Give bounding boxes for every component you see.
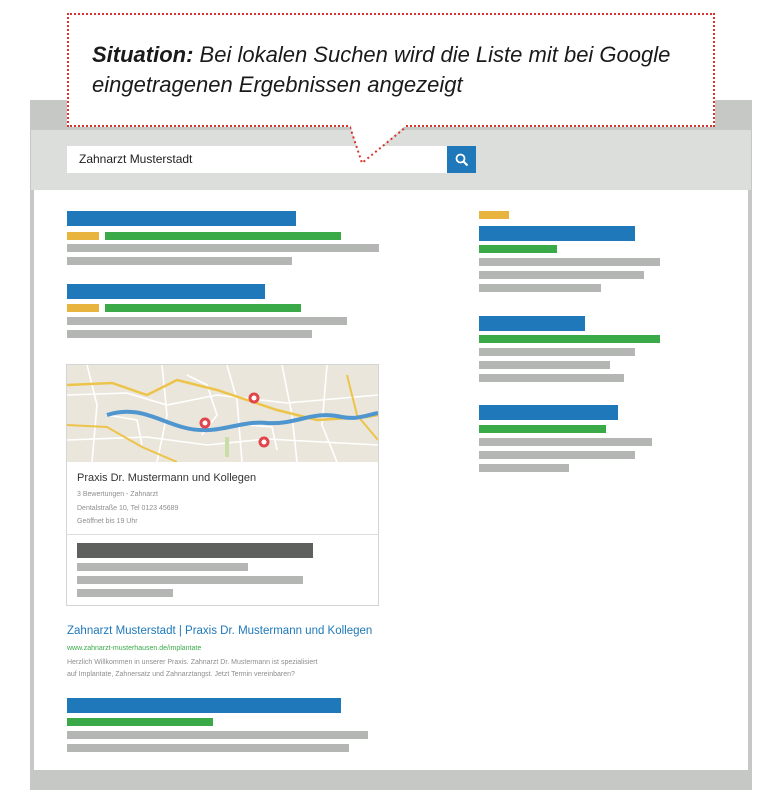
result3-title-bar[interactable] (67, 698, 341, 713)
search-input[interactable]: Zahnarzt Musterstadt (67, 146, 447, 173)
organic-result-url: www.zahnarzt-musterhausen.de/implantate (67, 645, 202, 652)
callout-label: Situation: (92, 42, 194, 67)
callout-tail (350, 125, 430, 165)
side3-text-bar (479, 464, 569, 472)
search-button[interactable] (447, 146, 476, 173)
ad2-badge-bar (67, 304, 99, 312)
local-entry-text-bar (77, 563, 248, 571)
organic-result-description-line: Herzlich Willkommen in unserer Praxis. Zahnarzt Dr. Mustermann ist spezialisiert (67, 659, 318, 666)
side2-text-bar (479, 348, 635, 356)
result3-url-bar (67, 718, 213, 726)
side1-text-bar (479, 284, 601, 292)
side1-url-bar (479, 245, 557, 253)
local-business-name[interactable]: Praxis Dr. Mustermann und Kollegen (77, 472, 257, 484)
side1-badge-bar (479, 211, 509, 219)
local-rating-category: 3 Bewertungen - Zahnarzt (77, 491, 158, 498)
callout-text (92, 40, 702, 100)
organic-result-description-line: auf Implantate, Zahnersatz und Zahnarztangst. Jetzt Termin vereinbaren? (67, 671, 295, 678)
search-icon (455, 153, 469, 167)
organic-result-title[interactable]: Zahnarzt Musterstadt | Praxis Dr. Mustermann und Kollegen (67, 625, 373, 637)
result3-text-bar (67, 744, 349, 752)
local-opening-hours: Geöffnet bis 19 Uhr (77, 518, 138, 525)
ad1-title-bar[interactable] (67, 211, 296, 226)
ad2-text-bar (67, 330, 312, 338)
ad1-url-bar (105, 232, 341, 240)
local-entry-title-bar[interactable] (77, 543, 313, 558)
ad1-badge-bar (67, 232, 99, 240)
side1-text-bar (479, 258, 660, 266)
local-entry-text-bar (77, 576, 303, 584)
side3-url-bar (479, 425, 606, 433)
organic-result-description (67, 657, 387, 681)
callout-message: Bei lokalen Suchen wird die Liste mit bei Google eingetragenen Ergebnissen angezeigt (92, 42, 671, 97)
ad2-url-bar (105, 304, 301, 312)
local-address-phone: Dentalstraße 10, Tel 0123 45689 (77, 505, 179, 512)
side2-text-bar (479, 361, 610, 369)
ad1-text-bar (67, 244, 379, 252)
card-divider (67, 534, 378, 535)
result3-text-bar (67, 731, 368, 739)
side3-title-bar[interactable] (479, 405, 618, 420)
local-entry-text-bar (77, 589, 173, 597)
side3-text-bar (479, 438, 652, 446)
side2-text-bar (479, 374, 624, 382)
side1-text-bar (479, 271, 644, 279)
ad2-text-bar (67, 317, 347, 325)
ad2-title-bar[interactable] (67, 284, 265, 299)
side1-title-bar[interactable] (479, 226, 635, 241)
side2-title-bar[interactable] (479, 316, 585, 331)
side3-text-bar (479, 451, 635, 459)
ad1-text-bar (67, 257, 292, 265)
side2-url-bar (479, 335, 660, 343)
map[interactable] (67, 365, 378, 462)
